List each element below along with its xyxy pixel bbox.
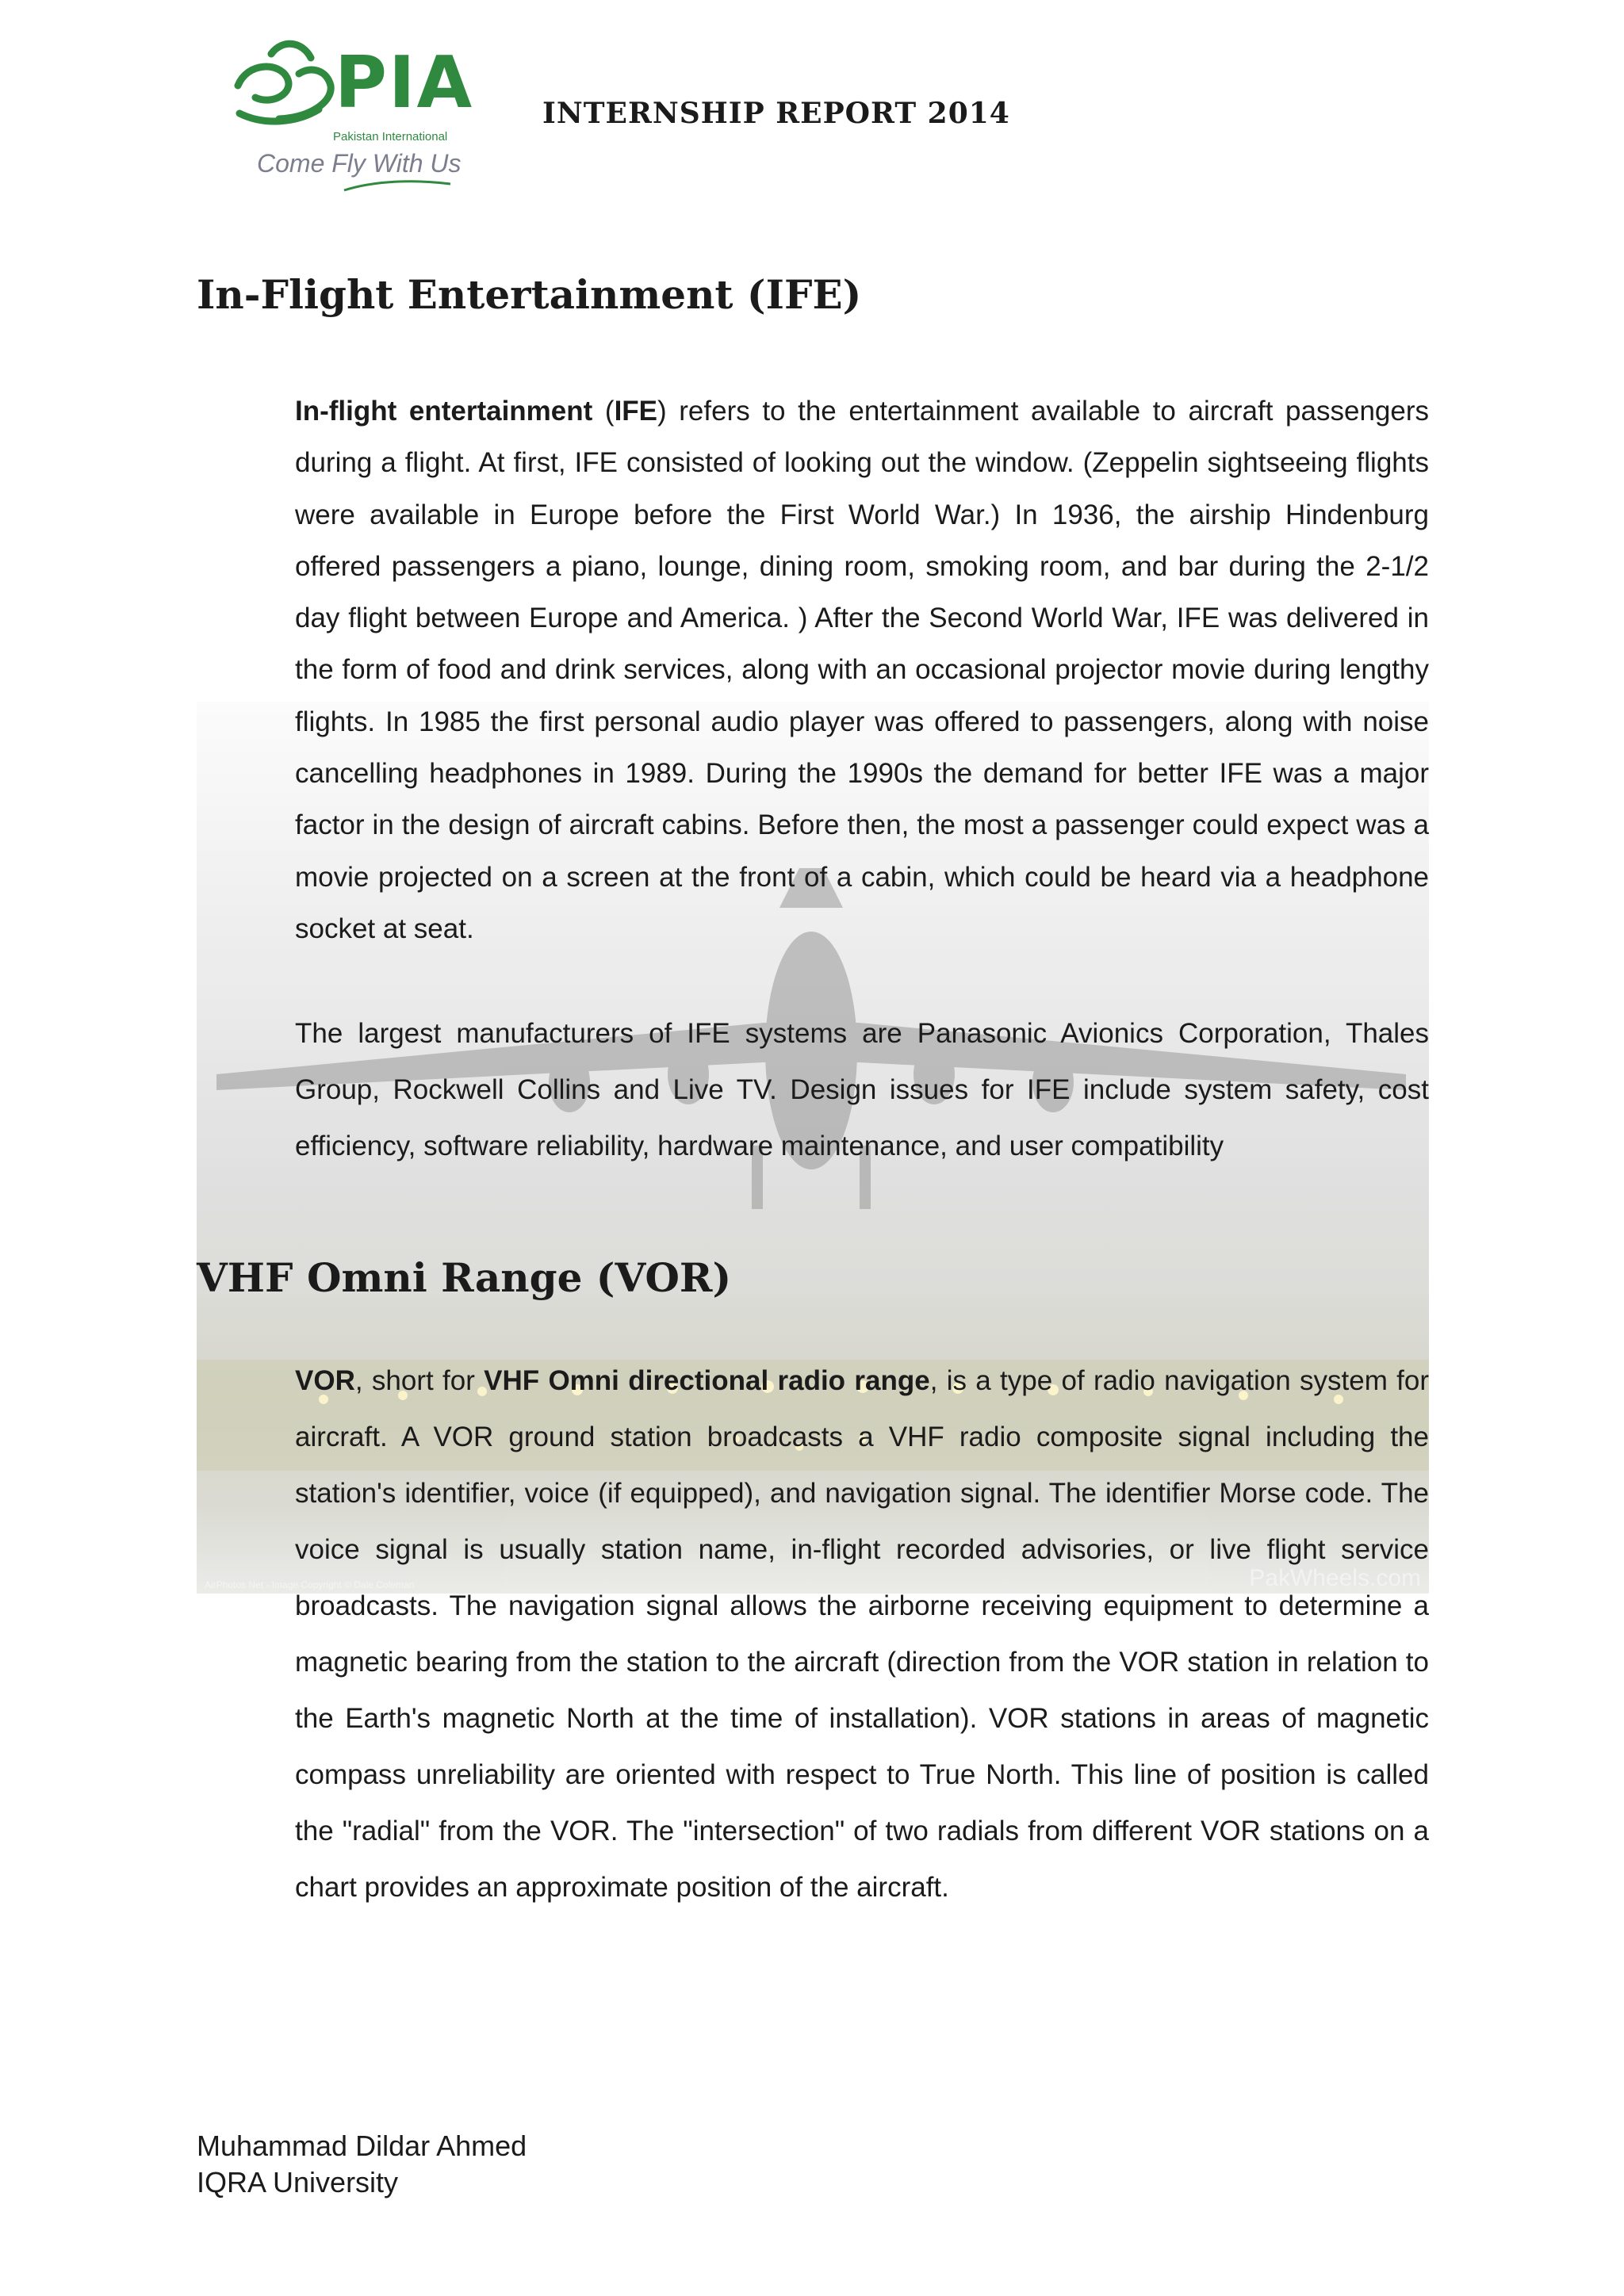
pia-calligraphy-logo-icon — [224, 30, 343, 133]
photo-copyright-caption: AirPhotos Net - Image Copyright © Dale Coleman — [205, 1579, 415, 1590]
footer — [197, 2128, 527, 2201]
vor-term: VOR — [295, 1365, 355, 1396]
footer-institution: IQRA University — [197, 2166, 399, 2198]
vor-term-full: VHF Omni directional radio range — [484, 1365, 930, 1396]
vor-text-b: , is a type of radio navigation system for aircraft. A VOR ground station broadcasts a VHF radio composite signal including the station's identifier, voice (if equipped), and navigation signal. The identifier Morse code. The voice signal is usually station name, in-flight recorded advisories, or live flight service broadcasts. The navigation signal allows the airborne receiving equipment to determine a magnetic bearing from the station to the aircraft (direction from the VOR station in relation to the Earth's magnetic North at the time of installation). VOR stations in areas of magnetic compass unreliability are oriented with respect to True North. This line of position is called the "radial" from the VOR. The "intersection" of two radials from different VOR stations on a chart provides an approximate position of the aircraft. — [295, 1365, 1429, 1903]
logo-subtext: Pakistan International — [333, 130, 448, 144]
logo-tagline: Come Fly With Us — [257, 149, 462, 178]
vor-paragraph — [295, 1353, 1429, 1915]
section-heading-ife: In-Flight Entertainment (IFE) — [197, 271, 862, 318]
report-title: INTERNSHIP REPORT 2014 — [542, 97, 1010, 130]
tagline-swoosh-icon — [343, 178, 454, 193]
section-heading-vor: VHF Omni Range (VOR) — [197, 1254, 732, 1301]
pia-logo — [224, 30, 493, 189]
footer-author: Muhammad Dildar Ahmed — [197, 2130, 527, 2162]
logo-wordmark: PIA — [335, 41, 474, 124]
vor-text-a: , short for — [354, 1365, 485, 1396]
ife-open-paren: ( — [592, 396, 615, 427]
ife-abbr: IFE — [614, 396, 658, 427]
ife-paragraph-1 — [295, 385, 1429, 955]
ife-paragraph-2: The largest manufacturers of IFE systems are Panasonic Avionics Corporation, Thales Group, Rockwell Collins and Live TV. Design issues for IFE include system safety, cost efficiency, software reliability, hardware maintenance, and user compatibility — [295, 1018, 1429, 1161]
ife-term: In-flight entertainment — [295, 396, 593, 427]
photo-watermark: PakWheels.com — [1249, 1565, 1421, 1591]
ife-paragraph-1-text: ) refers to the entertainment available to aircraft passengers during a flight. At first, IFE consisted of looking out the window. (Zeppelin sightseeing flights were available in Europe before the First World War.) In 1936, the airship Hindenburg offered passengers a piano, lounge, dining room, smoking room, and bar during the 2-1/2 day flight between Europe and America. ) After the Second World War, IFE was delivered in the form of food and drink services, along with an occasional projector movie during lengthy flights. In 1985 the first personal audio player was offered to passengers, along with noise cancelling headphones in 1989. During the 1990s the demand for better IFE was a major factor in the design of aircraft cabins. Before then, the most a passenger could expect was a movie projected on a screen at the front of a cabin, which could be heard via a headphone socket at seat. — [295, 396, 1429, 944]
